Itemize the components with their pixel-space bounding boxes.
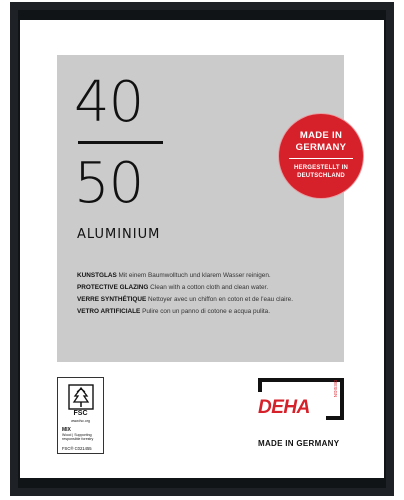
care-line-de — [77, 270, 339, 282]
care-label: VERRE SYNTHÉTIQUE — [77, 296, 147, 303]
size-width: 40 — [74, 70, 144, 135]
care-line-fr — [77, 294, 339, 306]
badge-line1: MADE IN — [299, 130, 343, 141]
care-label: PROTECTIVE GLAZING — [77, 284, 149, 291]
material-label: ALUMINIUM — [77, 227, 161, 242]
badge-title — [279, 130, 363, 154]
care-instructions — [77, 270, 339, 318]
badge-sub1: HERGESTELLT IN — [293, 165, 349, 171]
badge-subtitle — [279, 164, 363, 180]
fsc-text: FSC — [73, 410, 88, 417]
made-in-germany-text: MADE IN GERMANY — [258, 439, 340, 448]
badge-line2: GERMANY — [295, 142, 347, 153]
care-text: Nettoyer avec un chiffon en coton et de l'eau claire. — [148, 296, 294, 303]
care-text: Pulire con un panno di cotone e acqua pulita. — [142, 308, 271, 315]
care-text: Mit einem Baumwolltuch und klarem Wasser reinigen. — [118, 272, 271, 279]
care-label: VETRO ARTIFICIALE — [77, 308, 141, 315]
badge-sub2: DEUTSCHLAND — [297, 173, 345, 179]
care-label: KUNSTGLAS — [77, 272, 117, 279]
care-text: Clean with a cotton cloth and clean water. — [150, 284, 269, 291]
size-divider — [78, 141, 163, 144]
badge-divider — [289, 158, 353, 159]
fsc-tree-icon — [68, 384, 94, 410]
deha-wordmark: DEHA — [258, 397, 310, 418]
deha-design-tag: DESIGN — [333, 380, 338, 398]
fsc-url: www.fsc.org — [71, 419, 90, 423]
care-line-en — [77, 282, 339, 294]
deha-logo — [258, 378, 345, 420]
fsc-code: FSC® C021455 — [62, 446, 92, 451]
fsc-mix: MIX — [62, 427, 71, 433]
fsc-description: Wood | Supporting responsible forestry — [62, 433, 94, 442]
care-line-it — [77, 306, 339, 318]
fsc-label-box — [57, 377, 104, 454]
size-height: 50 — [74, 151, 144, 216]
made-in-germany-badge — [279, 114, 363, 198]
